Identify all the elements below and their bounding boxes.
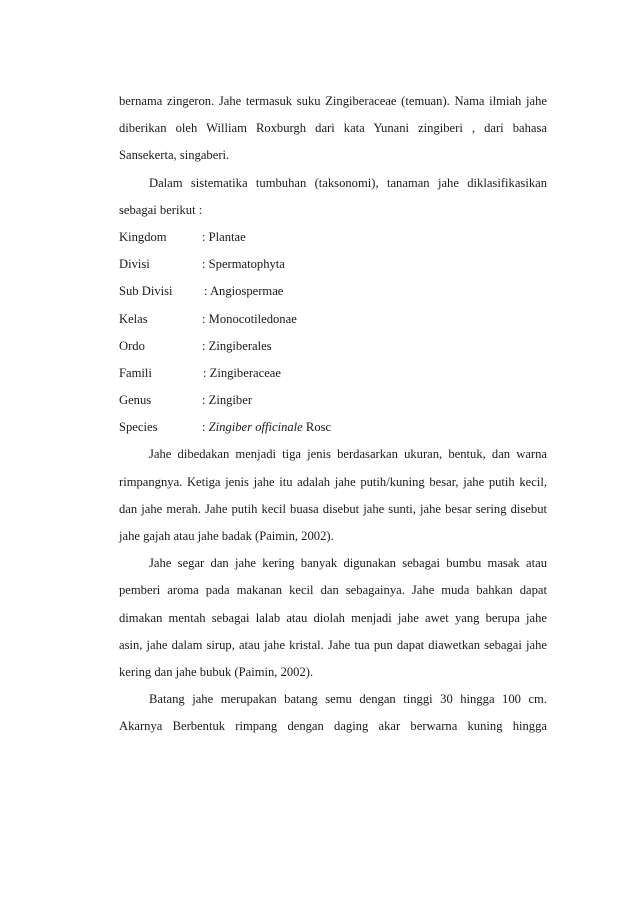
paragraph-line: Batang jahe merupakan batang semu dengan tinggi 30 hingga 100 cm. (149, 692, 547, 707)
taxonomy-label: Species (119, 420, 158, 435)
taxonomy-row-famili (119, 360, 547, 387)
paragraph-line: Sansekerta, singaberi. (119, 148, 230, 163)
paragraph-line: dan jahe merah. Jahe putih kecil buasa disebut jahe sunti, jahe besar sering disebut (119, 501, 547, 516)
taxonomy-value: : Zingiber (202, 393, 253, 408)
taxonomy-value (202, 414, 331, 441)
paragraph-line: jahe gajah atau jahe badak (Paimin, 2002). (119, 529, 334, 543)
paragraph-line: sebagai berikut : (119, 202, 203, 217)
taxonomy-label: Kingdom (119, 229, 167, 244)
taxonomy-label: Kelas (119, 311, 148, 326)
taxonomy-row-kingdom (119, 224, 547, 251)
species-author: Rosc (302, 420, 332, 435)
taxonomy-row-species (119, 414, 547, 441)
paragraph-line: rimpangnya. Ketiga jenis jahe itu adalah jahe putih/kuning besar, jahe putih kecil, (119, 474, 547, 489)
taxonomy-label: Ordo (119, 338, 145, 353)
species-scientific-name: Zingiber officinale (208, 420, 303, 435)
paragraph-line: kering dan jahe bubuk (Paimin, 2002). (119, 664, 314, 679)
paragraph-line: Jahe dibedakan menjadi tiga jenis berdasarkan ukuran, bentuk, dan warna (149, 447, 547, 462)
paragraph-line: dimakan mentah sebagai lalab atau diolah menjadi jahe awet yang berupa jahe (119, 610, 547, 625)
taxonomy-label: Divisi (119, 257, 150, 272)
paragraph-line: Dalam sistematika tumbuhan (taksonomi), tanaman jahe diklasifikasikan (149, 175, 547, 190)
taxonomy-row-genus (119, 387, 547, 414)
taxonomy-row-divisi (119, 251, 547, 278)
paragraph-line: Akarnya Berbentuk rimpang dengan daging akar berwarna kuning hingga (119, 719, 547, 734)
taxonomy-row-sub-divisi (119, 278, 547, 305)
page-body (119, 88, 547, 741)
taxonomy-row-ordo (119, 333, 547, 360)
paragraph-line: diberikan oleh William Roxburgh dari kata Yunani zingiberi , dari bahasa (119, 121, 547, 136)
paragraph-line: pemberi aroma pada makanan kecil dan sebagainya. Jahe muda bahkan dapat (119, 583, 547, 598)
taxonomy-value: : Plantae (202, 229, 246, 244)
taxonomy-row-kelas (119, 306, 547, 333)
taxonomy-value: : Monocotiledonae (202, 311, 297, 326)
paragraph-line: Jahe segar dan jahe kering banyak digunakan sebagai bumbu masak atau (149, 556, 547, 571)
taxonomy-value: : Spermatophyta (202, 257, 285, 272)
species-prefix: : (202, 420, 209, 435)
taxonomy-label: Famili (119, 365, 152, 380)
taxonomy-label: Sub Divisi (119, 284, 173, 299)
taxonomy-value: : Zingiberales (202, 338, 272, 353)
paragraph-line: asin, jahe dalam sirup, atau jahe kristal. Jahe tua pun dapat diawetkan sebagai jahe (119, 637, 547, 652)
taxonomy-value: : Zingiberaceae (203, 365, 281, 380)
paragraph-line: bernama zingeron. Jahe termasuk suku Zingiberaceae (temuan). Nama ilmiah jahe (119, 94, 547, 108)
taxonomy-label: Genus (119, 393, 152, 408)
taxonomy-value: : Angiospermae (204, 284, 284, 299)
